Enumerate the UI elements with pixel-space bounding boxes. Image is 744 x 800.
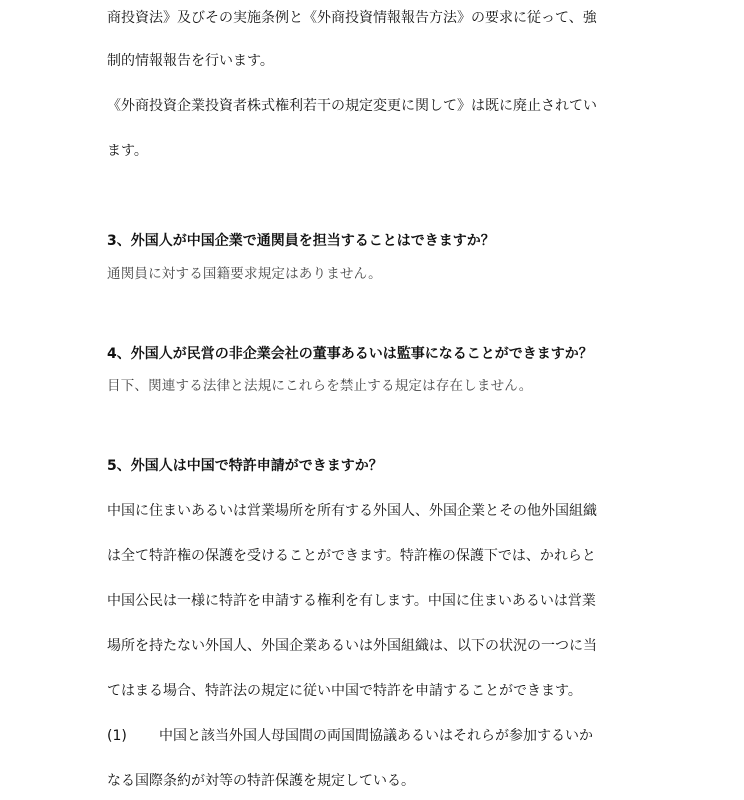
- list-item-1-continuation: なる国際条約が対等の特許保護を規定している。: [107, 773, 415, 789]
- question-5-answer-line-5: てはまる場合、特許法の規定に従い中国で特許を申請することができます。: [107, 683, 582, 699]
- intro-line-4: ます。: [107, 143, 148, 159]
- question-4-answer: 目下、関連する法律と法規にこれらを禁止する規定は存在しません。: [107, 378, 533, 394]
- question-3-answer: 通関員に対する国籍要求規定はありません。: [107, 266, 382, 282]
- question-5-answer-line-2: は全て特許権の保護を受けることができます。特許権の保護下では、かれらと: [107, 548, 596, 564]
- intro-line-3: 《外商投資企業投資者株式権利若干の規定変更に関して》は既に廃止されてい: [107, 98, 597, 114]
- intro-line-1: 商投資法》及びその実施条例と《外商投資情報報告方法》の要求に従って、強: [107, 10, 597, 26]
- list-item-1: [107, 727, 647, 745]
- question-5-answer-line-4: 場所を持たない外国人、外国企業あるいは外国組織は、以下の状況の一つに当: [107, 638, 597, 654]
- question-4-heading: 4、外国人が民営の非企業会社の董事あるいは監事になることができますか？: [107, 346, 593, 362]
- intro-line-2: 制的情報報告を行います。: [107, 53, 274, 69]
- question-5-answer-line-3: 中国公民は一様に特許を申請する権利を有します。中国に住まいあるいは営業: [107, 593, 596, 609]
- question-5-answer-line-1: 中国に住まいあるいは営業場所を所有する外国人、外国企業とその他外国組織: [107, 503, 597, 519]
- question-3-heading: 3、外国人が中国企業で通関員を担当することはできますか？: [107, 233, 495, 249]
- list-item-text: 中国と該当外国人母国間の両国間協議あるいはそれらが参加するいか: [159, 728, 593, 744]
- question-5-heading: 5、外国人は中国で特許申請ができますか？: [107, 458, 383, 474]
- list-item-number: (1): [107, 728, 127, 744]
